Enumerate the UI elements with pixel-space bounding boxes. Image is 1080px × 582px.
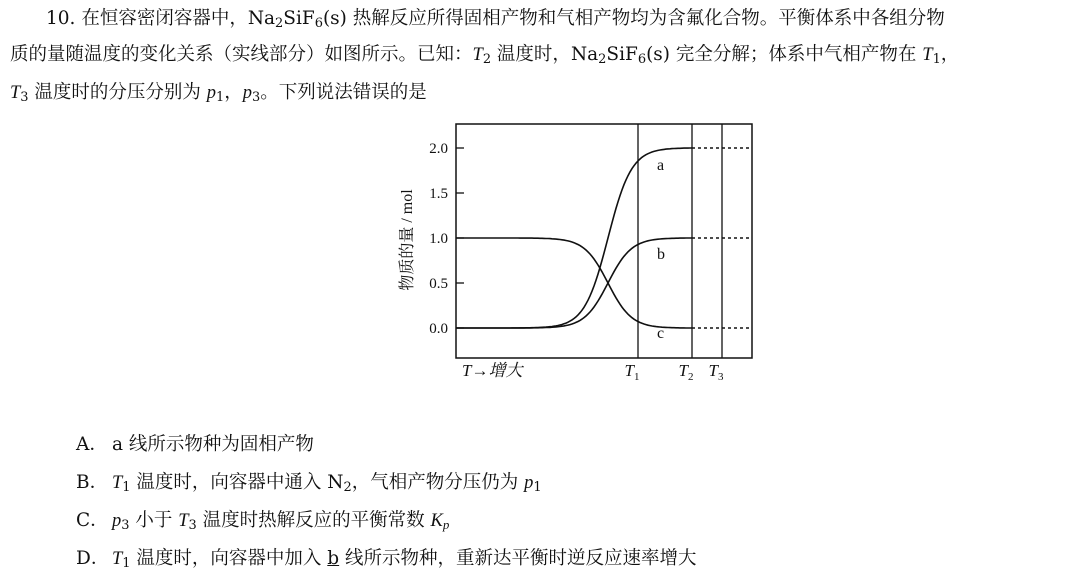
y-tick-label: 2.0	[429, 141, 448, 157]
series-label-b: b	[657, 246, 665, 263]
series-b-curve	[456, 238, 692, 328]
temperature-label-2: $T_2$	[678, 361, 694, 383]
y-axis-label: 物质的量 / mol	[399, 189, 416, 291]
option-d[interactable]: D． $T_1$ 温度时，向容器中加入 b 线所示物种，重新达平衡时逆反应速率增大	[76, 548, 697, 572]
question-line-3: $T_3$ 温度时的分压分别为 $p_1$，$p_3$。下列说法错误的是	[10, 82, 427, 106]
question-line-2: 质的量随温度的变化关系（实线部分）如图所示。已知：$T_2$ 温度时，$Na_2SiF_6(s)$ 完全分解；体系中气相产物在 $T_1$，	[10, 44, 960, 68]
series-label-a: a	[657, 157, 665, 174]
series-label-c: c	[657, 325, 665, 342]
series-a-curve	[456, 148, 692, 328]
y-tick-label: 0.5	[429, 276, 448, 292]
question-number: 10.	[46, 8, 76, 29]
y-tick-label: 1.0	[429, 231, 448, 247]
option-b[interactable]: B． $T_1$ 温度时，向容器中通入 $N_2$，气相产物分压仍为 $p_1$	[76, 472, 542, 496]
option-c[interactable]: C． $p_3$ 小于 $T_3$ 温度时热解反应的平衡常数 $K_p$	[76, 510, 450, 534]
plot-frame	[456, 124, 752, 358]
temperature-label-1: $T_1$	[624, 361, 640, 383]
option-a[interactable]: A． a 线所示物种为固相产物	[76, 434, 314, 455]
y-tick-label: 1.5	[429, 186, 448, 202]
temperature-label-3: $T_3$	[708, 361, 724, 383]
y-tick-label: 0.0	[429, 321, 448, 337]
x-axis-label: T→增大	[462, 361, 523, 380]
question-line-1: 10. 在恒容密闭容器中，$Na_2SiF_6(s)$ 热解反应所得固相产物和气相产物均为含氟化合物。平衡体系中各组分物	[46, 8, 945, 32]
series-c-curve	[456, 238, 692, 328]
